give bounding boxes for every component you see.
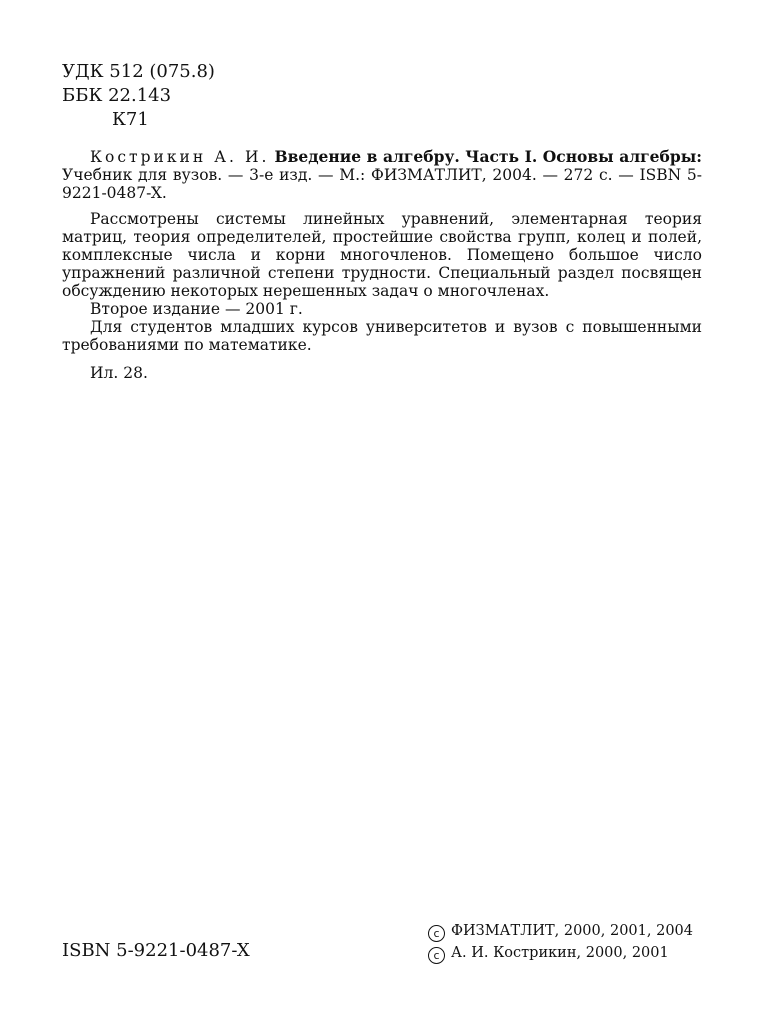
udk-code: УДК 512 (075.8) bbox=[62, 61, 215, 82]
classification-block bbox=[62, 60, 215, 132]
annotation-summary: Рассмотрены системы линейных уравнений, элементарная теория матриц, теория определителей, простейшие свойства групп, колец и полей, комплексные числа и корни многочленов. Помещено большое число упражнений различной степени трудности. Специальный раздел посвящен обсуждению некоторых нерешенных задач о многочленах. bbox=[62, 210, 702, 300]
copyright-icon: c bbox=[428, 947, 445, 964]
audience-note: Для студентов младших курсов университетов и вузов с повышенными требованиями по математике. bbox=[62, 318, 702, 354]
author-name: Кострикин А. И. bbox=[90, 148, 270, 166]
bibliographic-description bbox=[62, 148, 702, 382]
copyright-block bbox=[428, 920, 693, 964]
copyright-author-text: А. И. Кострикин, 2000, 2001 bbox=[451, 945, 669, 961]
isbn-footer: ISBN 5-9221-0487-X bbox=[62, 940, 250, 961]
book-title: Введение в алгебру. Часть I. Основы алгебры: bbox=[274, 147, 702, 166]
bibliographic-entry bbox=[62, 148, 702, 202]
bbk-code: ББК 22.143 bbox=[62, 85, 172, 106]
illustrations-count: Ил. 28. bbox=[90, 364, 148, 382]
author-code: К71 bbox=[112, 109, 149, 130]
copyright-publisher-text: ФИЗМАТЛИТ, 2000, 2001, 2004 bbox=[451, 923, 693, 939]
edition-note: Второе издание — 2001 г. bbox=[90, 300, 303, 318]
publication-details: Учебник для вузов. — 3-е изд. — М.: ФИЗМАТЛИТ, 2004. — 272 с. — ISBN 5-9221-0487-X. bbox=[62, 166, 702, 202]
copyright-publisher bbox=[428, 920, 693, 942]
copyright-icon: c bbox=[428, 925, 445, 942]
copyright-author bbox=[428, 942, 693, 964]
